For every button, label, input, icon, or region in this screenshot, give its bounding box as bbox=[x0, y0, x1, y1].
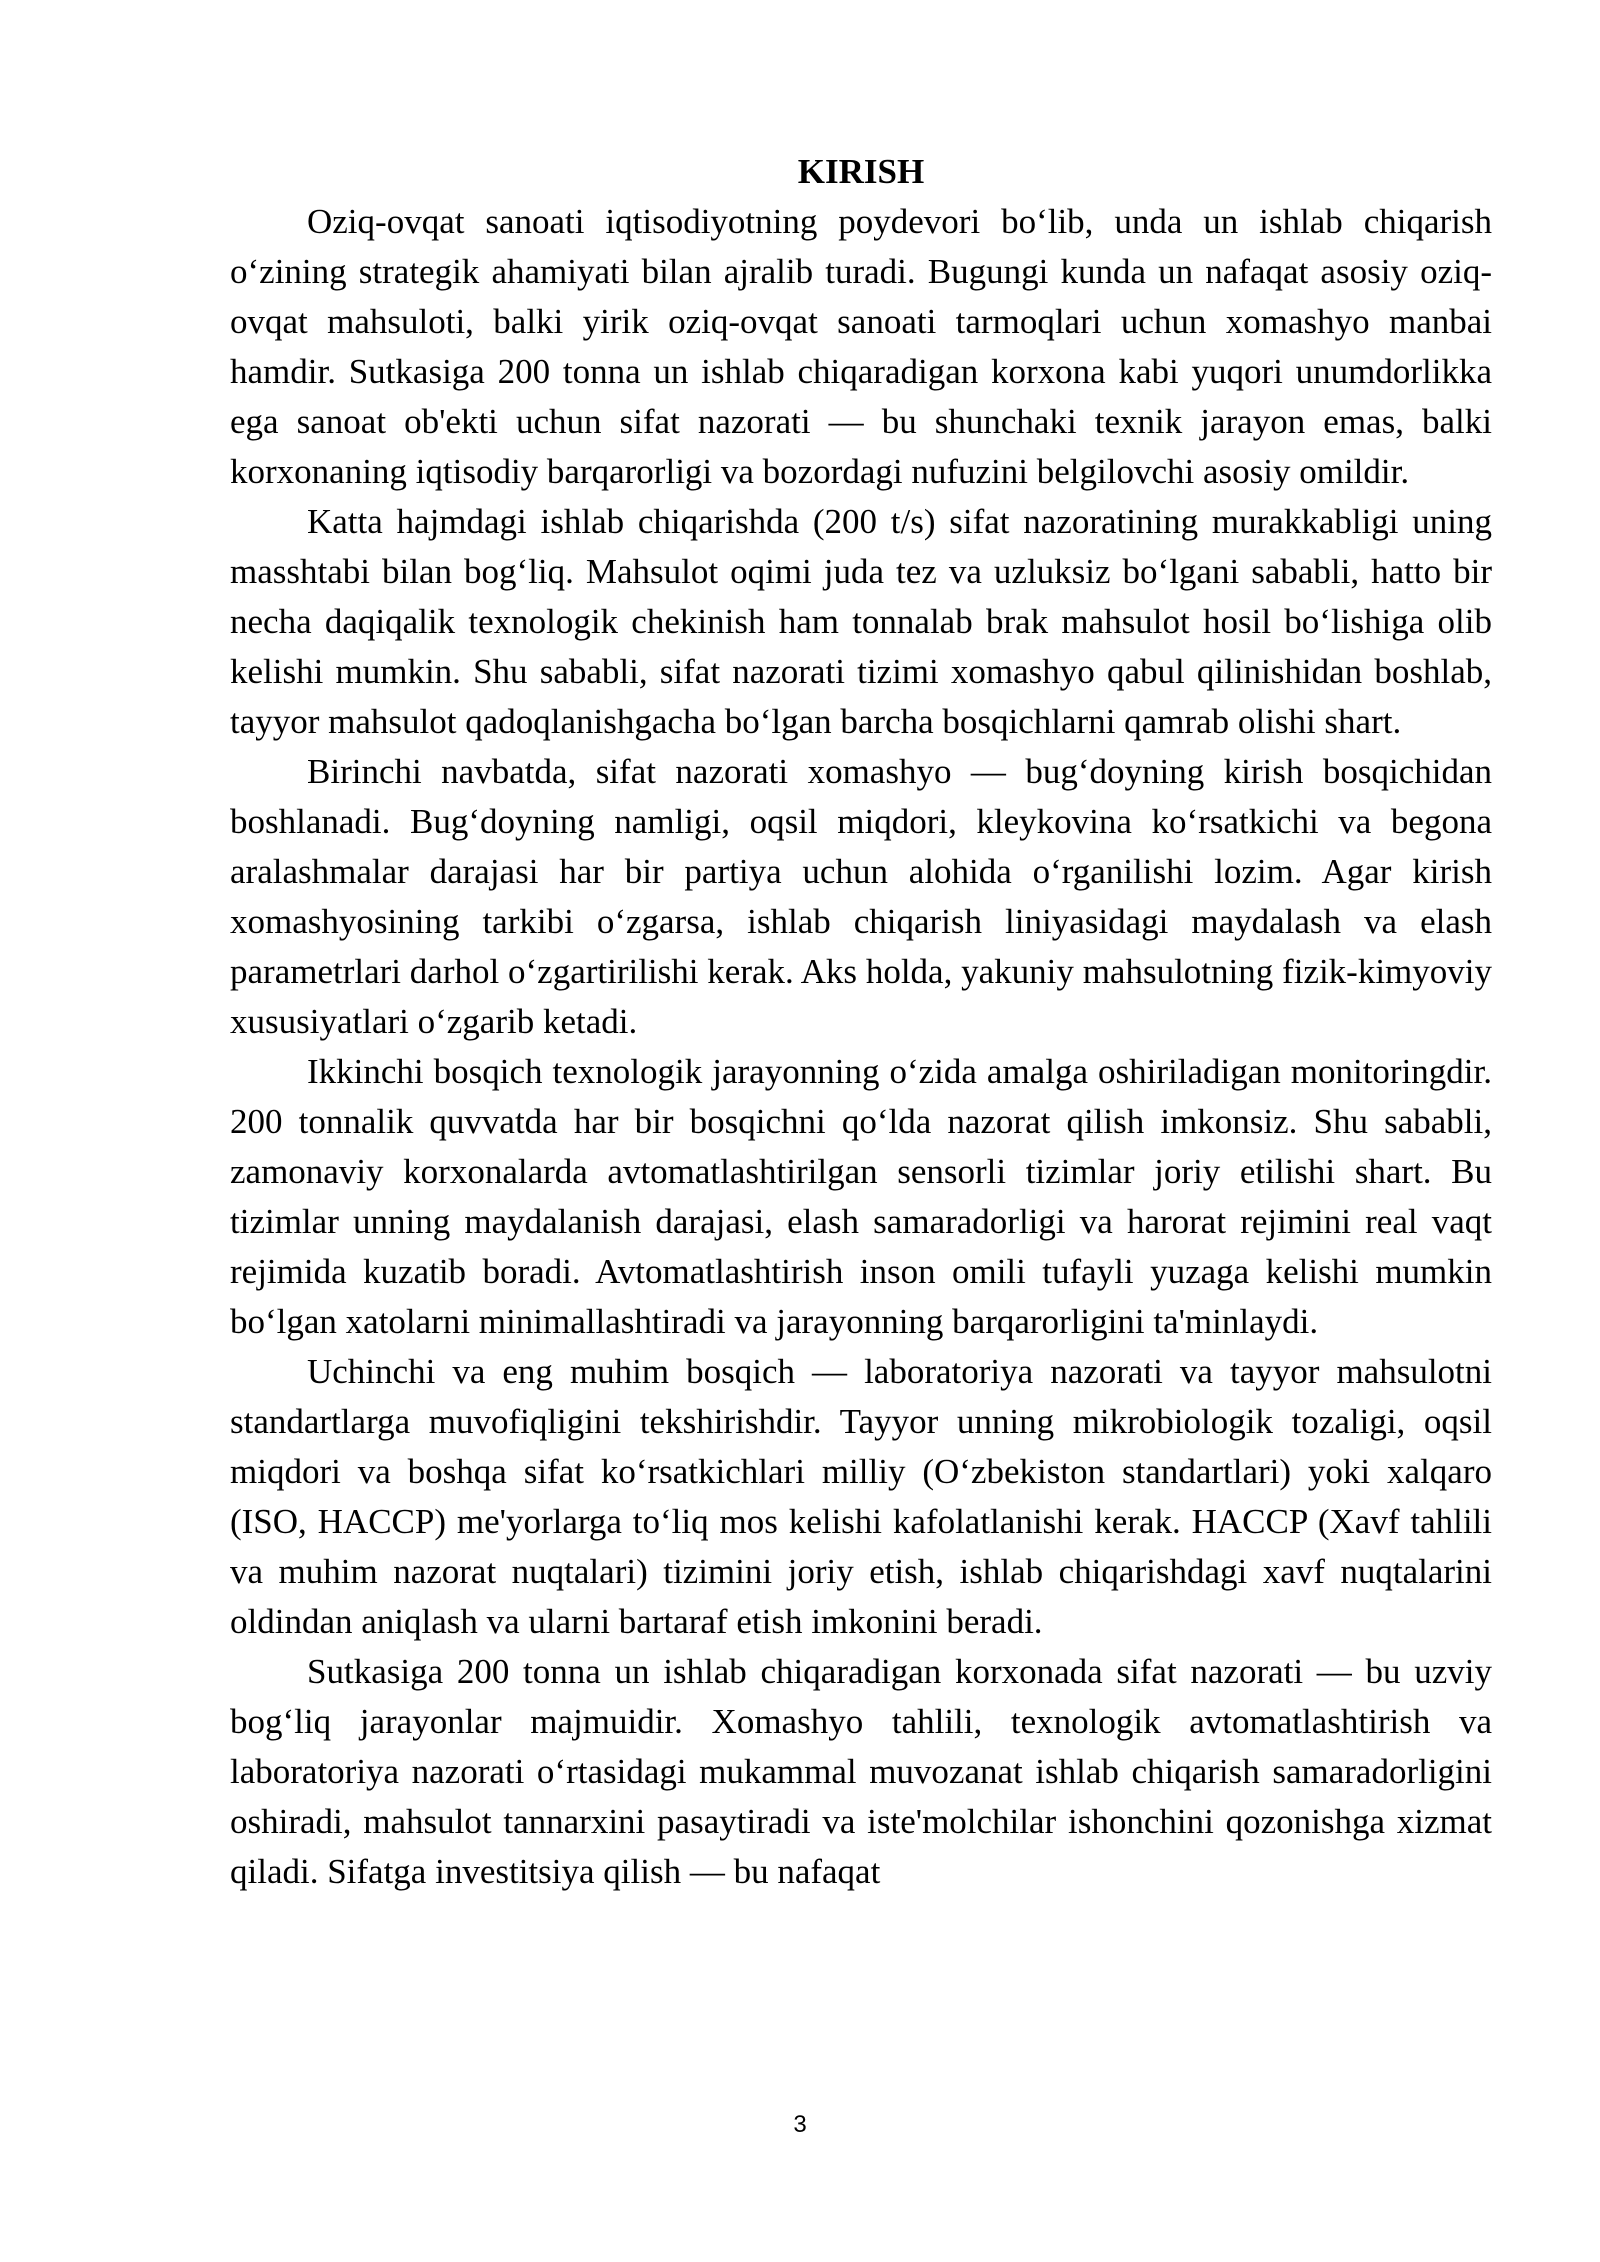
paragraph-2: Katta hajmdagi ishlab chiqarishda (200 t/s) sifat nazoratining murakkabligi uning masshtabi bilan bog‘liq. Mahsulot oqimi juda tez va uzluksiz bo‘lgani sababli, hatto bir necha daqiqalik texnologik chekinish ham tonnalab brak mahsulot hosil bo‘lishiga olib kelishi mumkin. Shu sababli, sifat nazorati tizimi xomashyo qabul qilinishidan boshlab, tayyor mahsulot qadoqlanishgacha bo‘lgan barcha bosqichlarni qamrab olishi shart. bbox=[230, 502, 1492, 741]
paragraph-5: Uchinchi va eng muhim bosqich — laboratoriya nazorati va tayyor mahsulotni standartlarga muvofiqligini tekshirishdir. Tayyor unning mikrobiologik tozaligi, oqsil miqdori va boshqa sifat ko‘rsatkichlari milliy (O‘zbekiston standartlari) yoki xalqaro (ISO, HACCP) me'yorlarga to‘liq mos kelishi kafolatlanishi kerak. HACCP (Xavf tahlili va muhim nazorat nuqtalari) tizimini joriy etish, ishlab chiqarishdagi xavf nuqtalarini oldindan aniqlash va ularni bartaraf etish imkonini beradi. bbox=[230, 1352, 1492, 1641]
page-body bbox=[230, 147, 1492, 1897]
page-number: 3 bbox=[793, 2111, 807, 2138]
paragraph-4: Ikkinchi bosqich texnologik jarayonning o‘zida amalga oshiriladigan monitoringdir. 200 tonnalik quvvatda har bir bosqichni qo‘lda nazorat qilish imkonsiz. Shu sababli, zamonaviy korxonalarda avtomatlashtirilgan sensorli tizimlar joriy etilishi shart. Bu tizimlar unning maydalanish darajasi, elash samaradorligi va harorat rejimini real vaqt rejimida kuzatib boradi. Avtomatlashtirish inson omili tufayli yuzaga kelishi mumkin bo‘lgan xatolarni minimallashtiradi va jarayonning barqarorligini ta'minlaydi. bbox=[230, 1052, 1492, 1341]
paragraph-3: Birinchi navbatda, sifat nazorati xomashyo — bug‘doyning kirish bosqichidan boshlanadi. Bug‘doyning namligi, oqsil miqdori, kleykovina ko‘rsatkichi va begona aralashmalar darajasi har bir partiya uchun alohida o‘rganilishi lozim. Agar kirish xomashyosining tarkibi o‘zgarsa, ishlab chiqarish liniyasidagi maydalash va elash parametrlari darhol o‘zgartirilishi kerak. Aks holda, yakuniy mahsulotning fizik-kimyoviy xususiyatlari o‘zgarib ketadi. bbox=[230, 752, 1492, 1041]
page-title: KIRISH bbox=[797, 152, 925, 191]
paragraph-6: Sutkasiga 200 tonna un ishlab chiqaradigan korxonada sifat nazorati — bu uzviy bog‘liq jarayonlar majmuidir. Xomashyo tahlili, texnologik avtomatlashtirish va laboratoriya nazorati o‘rtasidagi mukammal muvozanat ishlab chiqarish samaradorligini oshiradi, mahsulot tannarxini pasaytiradi va iste'molchilar ishonchini qozonishga xizmat qiladi. Sifatga investitsiya qilish — bu nafaqat bbox=[230, 1652, 1492, 1891]
paragraph-1: Oziq-ovqat sanoati iqtisodiyotning poydevori bo‘lib, unda un ishlab chiqarish o‘zining strategik ahamiyati bilan ajralib turadi. Bugungi kunda un nafaqat asosiy oziq-ovqat mahsuloti, balki yirik oziq-ovqat sanoati tarmoqlari uchun xomashyo manbai hamdir. Sutkasiga 200 tonna un ishlab chiqaradigan korxona kabi yuqori unumdorlikka ega sanoat ob'ekti uchun sifat nazorati — bu shunchaki texnik jarayon emas, balki korxonaning iqtisodiy barqarorligi va bozordagi nufuzini belgilovchi asosiy omildir. bbox=[230, 202, 1492, 491]
